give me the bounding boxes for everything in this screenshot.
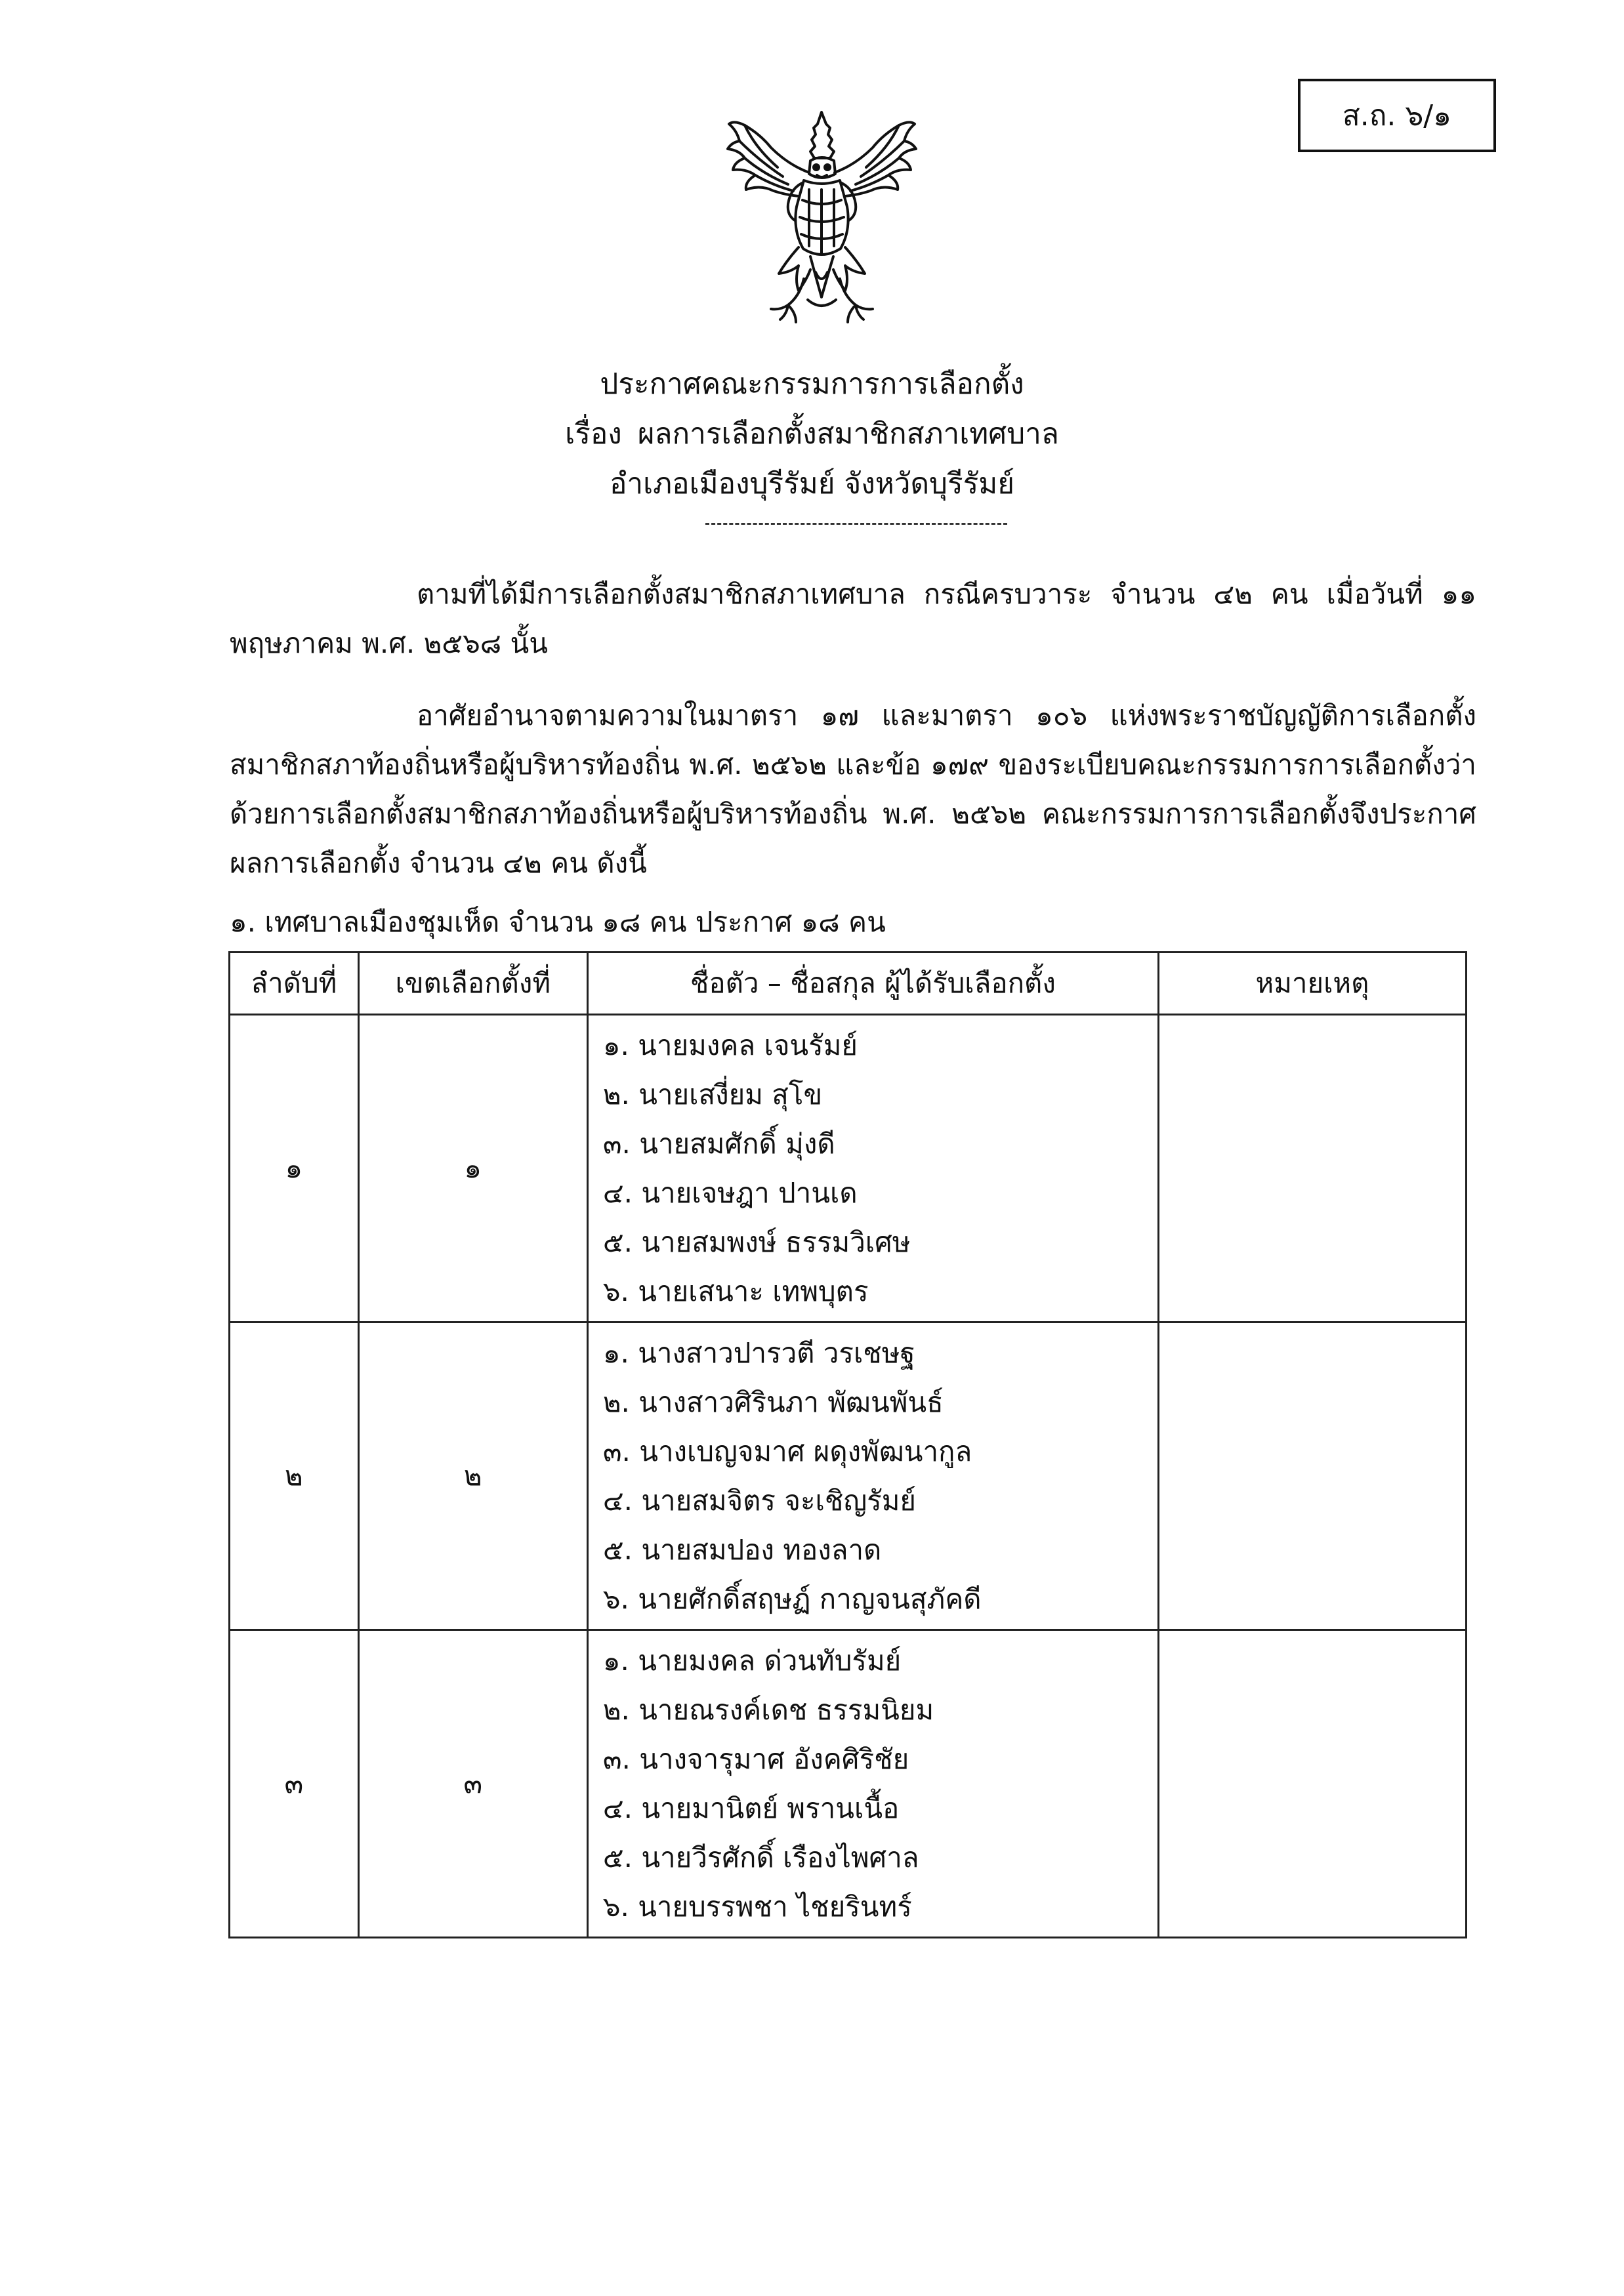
form-code-box — [1298, 79, 1496, 152]
paragraph-intro — [230, 569, 1476, 668]
announcement-heading — [0, 359, 1624, 509]
elected-name: ๒. นายเสงี่ยม สุโข — [602, 1078, 823, 1111]
table-header-row — [230, 953, 1467, 1015]
section-title: ๑. เทศบาลเมืองชุมเห็ด จำนวน ๑๘ คน ประกาศ ๑๘ คน — [230, 906, 886, 938]
elected-name: ๕. นายวีรศักดิ์ เรืองไพศาล — [602, 1841, 919, 1874]
elected-name: ๓. นางจารุมาศ อังคศิริชัย — [602, 1743, 909, 1775]
cell-seq: ๑ — [230, 1015, 359, 1322]
paragraph-authority-text: อาศัยอำนาจตามความในมาตรา ๑๗ และมาตรา ๑๐๖ แห่งพระราชบัญญัติการเลือกตั้งสมาชิกสภาท้องถิ่นหรือผู้บริหารท้องถิ่น พ.ศ. ๒๕๖๒ และข้อ ๑๗๙ ของระเบียบคณะกรรมการการเลือกตั้งว่าด้วยการเลือกตั้งสมาชิกสภาท้องถิ่นหรือผู้บริหารท้องถิ่น พ.ศ. ๒๕๖๒ คณะกรรมการการเลือกตั้งจึงประกาศผลการเลือกตั้ง จำนวน ๔๒ คน ดังนี้ — [230, 699, 1476, 879]
elected-name: ๔. นายมานิตย์ พรานเนื้อ — [602, 1792, 900, 1824]
cell-zone: ๓ — [358, 1630, 587, 1938]
elected-name: ๔. นายเจษฎา ปานเด — [602, 1177, 858, 1209]
elected-name: ๑. นางสาวปารวตี วรเชษฐ — [602, 1337, 915, 1369]
header-zone: เขตเลือกตั้งที่ — [358, 953, 587, 1015]
cell-zone: ๑ — [358, 1015, 587, 1322]
cell-seq: ๒ — [230, 1322, 359, 1630]
elected-name: ๓. นายสมศักดิ์ มุ่งดี — [602, 1128, 835, 1160]
elected-name: ๑. นายมงคล เจนรัมย์ — [602, 1029, 858, 1061]
subject-word: เรื่อง — [565, 417, 622, 451]
cell-names — [587, 1630, 1158, 1938]
cell-names — [587, 1015, 1158, 1322]
cell-names — [587, 1322, 1158, 1630]
heading-title: ประกาศคณะกรรมการการเลือกตั้ง — [600, 367, 1024, 401]
form-code: ส.ถ. ๖/๑ — [1342, 99, 1452, 133]
cell-note — [1158, 1630, 1466, 1938]
elected-name: ๖. นายบรรพชา ไชยรินทร์ — [602, 1891, 912, 1923]
cell-note — [1158, 1015, 1466, 1322]
header-name: ชื่อตัว – ชื่อสกุล ผู้ได้รับเลือกตั้ง — [587, 953, 1158, 1015]
elected-name: ๓. นางเบญจมาศ ผดุงพัฒนากูล — [602, 1435, 972, 1467]
elected-name: ๔. นายสมจิตร จะเชิญรัมย์ — [602, 1485, 917, 1517]
subject-text: ผลการเลือกตั้งสมาชิกสภาเทศบาล — [637, 417, 1059, 451]
heading-location: อำเภอเมืองบุรีรัมย์ จังหวัดบุรีรัมย์ — [609, 467, 1015, 501]
cell-zone: ๒ — [358, 1322, 587, 1630]
table-row — [230, 1630, 1467, 1938]
cell-seq: ๓ — [230, 1630, 359, 1938]
garuda-emblem — [725, 108, 919, 328]
header-note: หมายเหตุ — [1158, 953, 1466, 1015]
elected-name: ๕. นายสมพงษ์ ธรรมวิเศษ — [602, 1226, 911, 1258]
elected-name: ๑. นายมงคล ด่วนทับรัมย์ — [602, 1645, 902, 1677]
table-row — [230, 1322, 1467, 1630]
elected-name: ๕. นายสมปอง ทองลาด — [602, 1534, 882, 1566]
header-seq: ลำดับที่ — [230, 953, 359, 1015]
elected-name: ๖. นายศักดิ์สฤษฏ์ กาญจนสุภัคดี — [602, 1583, 982, 1615]
paragraph-intro-text: ตามที่ได้มีการเลือกตั้งสมาชิกสภาเทศบาล กรณีครบวาระ จำนวน ๔๒ คน เมื่อวันที่ ๑๑ พฤษภาคม พ.ศ. ๒๕๖๘ นั้น — [230, 578, 1476, 659]
heading-subject — [0, 409, 1624, 459]
results-table — [228, 951, 1467, 1938]
paragraph-authority — [230, 691, 1476, 888]
cell-note — [1158, 1322, 1466, 1630]
elected-name: ๒. นางสาวศิรินภา พัฒนพันธ์ — [602, 1386, 944, 1418]
elected-name: ๖. นายเสนาะ เทพบุตร — [602, 1275, 869, 1307]
heading-divider — [705, 523, 1007, 525]
elected-name: ๒. นายณรงค์เดช ธรรมนิยม — [602, 1694, 934, 1726]
table-row — [230, 1015, 1467, 1322]
